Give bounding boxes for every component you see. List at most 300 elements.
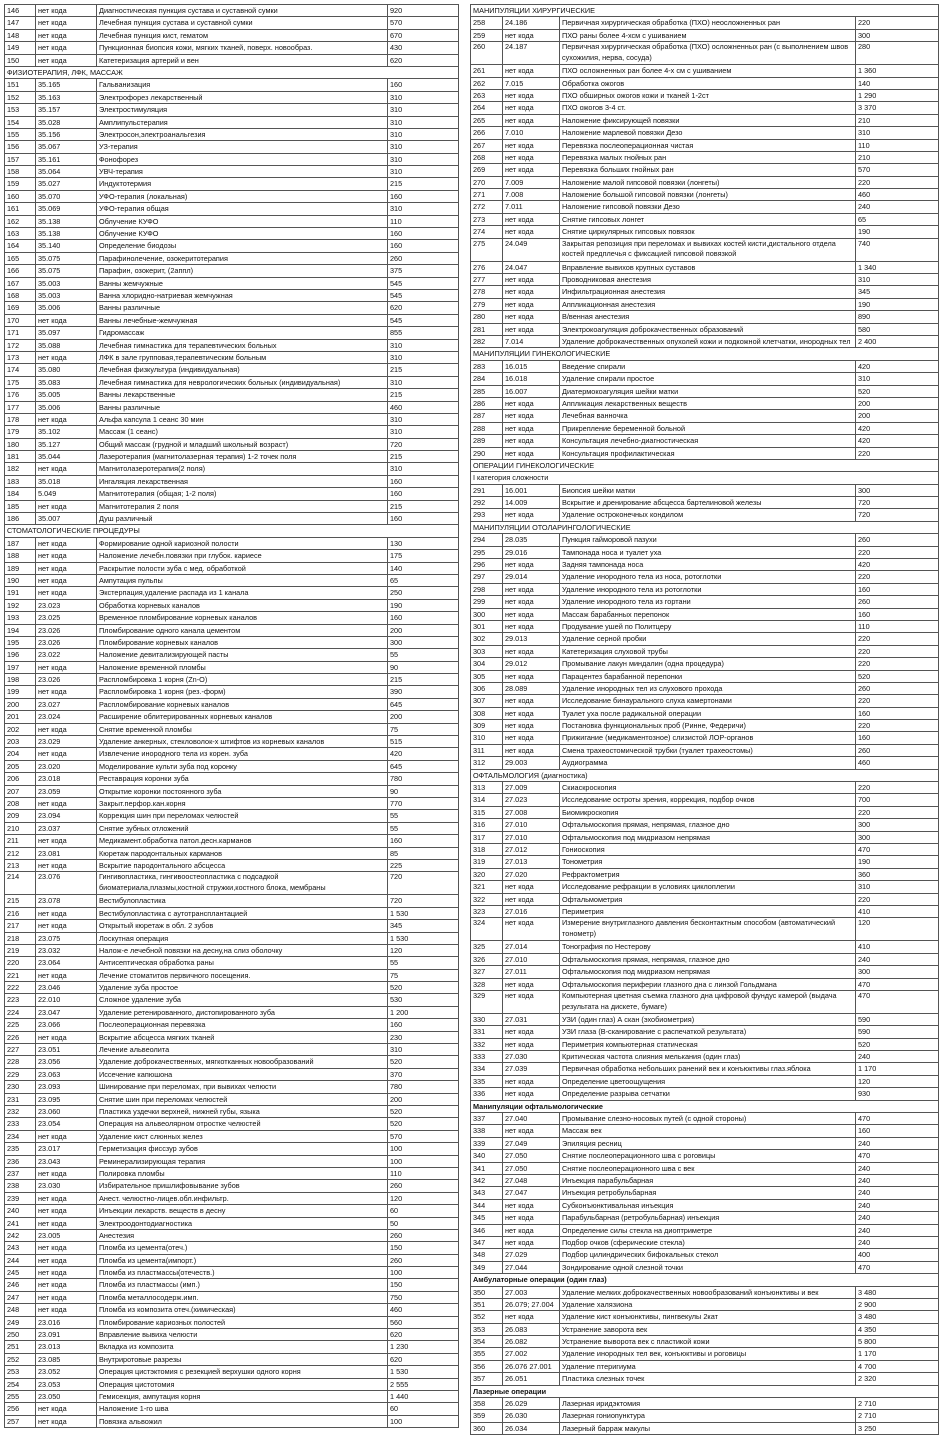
table-row	[4, 1267, 459, 1279]
table-row	[4, 563, 459, 575]
service-name: Подбор цилиндрических бифокальных стекол	[560, 1249, 856, 1260]
row-number: 208	[5, 798, 36, 809]
row-number: 266	[471, 127, 503, 138]
service-name: Парацентез барабанной перепонки	[560, 671, 856, 682]
service-name: Удаление анкерных, стекловолок-х штифтов из корневых каналов	[97, 736, 388, 747]
table-row	[470, 239, 939, 262]
service-price: 240	[858, 1237, 871, 1247]
service-price: 1 360	[858, 66, 877, 76]
row-number: 170	[5, 315, 36, 326]
service-price: 1 530	[390, 908, 409, 918]
service-code: 23.095	[36, 1094, 97, 1105]
service-code: нет кода	[503, 30, 560, 41]
service-name: Ванны лекарственные	[97, 389, 388, 400]
table-row	[470, 1225, 939, 1237]
service-price: 240	[858, 202, 871, 212]
service-name: Тонометрия	[560, 856, 856, 867]
service-price: 160	[390, 476, 403, 486]
service-code: нет кода	[503, 1076, 560, 1087]
table-row	[4, 920, 459, 932]
service-price: 200	[390, 625, 403, 635]
row-number: 192	[5, 600, 36, 611]
service-name: Амплипульстерапия	[97, 117, 388, 128]
service-code: 27.020	[503, 869, 560, 880]
row-number: 326	[471, 954, 503, 965]
table-row	[470, 497, 939, 509]
service-price: 520	[390, 983, 403, 993]
service-code: нет кода	[503, 1225, 560, 1236]
service-name: Электростимуляция	[97, 104, 388, 115]
service-price: 2 710	[858, 1399, 877, 1409]
section-title: ОФТАЛЬМОЛОГИЯ (диагностика)	[473, 770, 588, 780]
service-price: 720	[858, 498, 871, 508]
table-row	[470, 1076, 939, 1088]
service-name: Наложение 1-го шва	[97, 1403, 388, 1414]
row-number: 251	[5, 1341, 36, 1352]
row-number: 288	[471, 423, 503, 434]
service-price: 400	[858, 1250, 871, 1260]
row-number: 359	[471, 1410, 503, 1421]
table-row	[4, 191, 459, 203]
table-row	[470, 941, 939, 953]
service-price: 520	[390, 1057, 403, 1067]
service-price: 515	[390, 737, 403, 747]
service-price: 260	[858, 745, 871, 755]
service-name: Облучение КУФО	[97, 228, 388, 239]
service-price: 1 170	[858, 1064, 877, 1074]
service-code: 24.049	[503, 239, 560, 261]
row-number: 297	[471, 571, 503, 582]
service-name: Удаление птеригиума	[560, 1361, 856, 1372]
service-price: 300	[858, 485, 871, 495]
table-row	[4, 1354, 459, 1366]
service-price: 120	[390, 1193, 403, 1203]
service-name: Зондирование одной слезной точки	[560, 1262, 856, 1273]
service-code: нет кода	[503, 1088, 560, 1099]
row-number: 226	[5, 1032, 36, 1043]
service-code: 27.050	[503, 1150, 560, 1161]
row-number: 348	[471, 1249, 503, 1260]
row-number: 277	[471, 274, 503, 285]
service-name: Офтальмоскопия прямая, непрямая, глазное дно	[560, 954, 856, 965]
service-name: Вскрытие и дренирование абсцесса бартелиновой железы	[560, 497, 856, 508]
row-number: 340	[471, 1150, 503, 1161]
row-number: 339	[471, 1138, 503, 1149]
row-number: 241	[5, 1218, 36, 1229]
service-code: нет кода	[503, 1311, 560, 1322]
service-code: нет кода	[503, 621, 560, 632]
table-row	[470, 1348, 939, 1360]
service-name: Электросон,электроанальгезия	[97, 129, 388, 140]
service-code: 35.157	[36, 104, 97, 115]
table-row	[4, 389, 459, 401]
row-number: 240	[5, 1205, 36, 1216]
service-price: 220	[858, 547, 871, 557]
service-name: Наложение временной пломбы	[97, 662, 388, 673]
service-name: Консультация профилактическая	[560, 448, 856, 459]
table-row	[470, 708, 939, 720]
service-name: Облучение КУФО	[97, 216, 388, 227]
service-name: Пломбирование корневых каналов	[97, 637, 388, 648]
service-price: 310	[390, 129, 403, 139]
service-price: 645	[390, 761, 403, 771]
row-number: 248	[5, 1304, 36, 1315]
table-row	[4, 104, 459, 116]
row-number: 261	[471, 65, 503, 76]
section-title: Амбулаторные операции (один глаз)	[473, 1275, 607, 1285]
service-code: 35.075	[36, 253, 97, 264]
service-price: 310	[858, 128, 871, 138]
row-number: 355	[471, 1348, 503, 1359]
table-row	[4, 1131, 459, 1143]
table-row	[470, 509, 939, 521]
service-code: нет кода	[36, 42, 97, 53]
service-name: Общий массаж (грудной и младший школьный возраст)	[97, 439, 388, 450]
table-row	[470, 646, 939, 658]
service-code: 27.012	[503, 844, 560, 855]
service-price: 300	[858, 967, 871, 977]
service-code: нет кода	[503, 214, 560, 225]
row-number: 305	[471, 671, 503, 682]
service-code: нет кода	[36, 538, 97, 549]
service-price: 620	[390, 303, 403, 313]
table-row	[4, 1143, 459, 1155]
table-row	[470, 1138, 939, 1150]
service-price: 220	[858, 894, 871, 904]
service-price: 570	[858, 165, 871, 175]
row-number: 186	[5, 513, 36, 524]
service-price: 260	[858, 535, 871, 545]
service-name: Пломба из пластмассы (имп.)	[97, 1279, 388, 1290]
service-code: 27.008	[503, 807, 560, 818]
table-row	[4, 1044, 459, 1056]
service-code: нет кода	[36, 1032, 97, 1043]
service-name: Снятие шин при переломах челюстей	[97, 1094, 388, 1105]
service-name: Временное пломбирование корневых каналов	[97, 612, 388, 623]
table-row	[470, 1262, 939, 1274]
row-number: 218	[5, 933, 36, 944]
service-price: 570	[390, 18, 403, 28]
service-price: 150	[390, 1243, 403, 1253]
table-row	[470, 1039, 939, 1051]
service-name: ПХО осложненных ран более 4-х см с ушиванием	[560, 65, 856, 76]
service-code: 27.003	[503, 1287, 560, 1298]
table-row	[470, 559, 939, 571]
table-row	[470, 299, 939, 311]
service-code: 7.011	[503, 201, 560, 212]
row-number: 160	[5, 191, 36, 202]
service-name: Пункционная биопсия кожи, мягких тканей, поверх. новообраз.	[97, 42, 388, 53]
service-price: 1 530	[390, 933, 409, 943]
service-price: 520	[390, 1106, 403, 1116]
service-code: нет кода	[503, 65, 560, 76]
table-row	[4, 501, 459, 513]
service-price: 890	[858, 312, 871, 322]
service-code: 27.044	[503, 1262, 560, 1273]
service-name: Распломбировка 1 корня (Zn-O)	[97, 674, 388, 685]
service-name: Налож-е лечебной повязки на десну,на слиз оболочку	[97, 945, 388, 956]
service-price: 420	[858, 423, 871, 433]
row-number: 193	[5, 612, 36, 623]
service-code: нет кода	[503, 102, 560, 113]
service-price: 3 250	[858, 1423, 877, 1433]
service-price: 310	[390, 154, 403, 164]
service-price: 750	[390, 1292, 403, 1302]
row-number: 256	[5, 1403, 36, 1414]
service-name: УФО-терапия (локальная)	[97, 191, 388, 202]
service-price: 420	[858, 436, 871, 446]
row-number: 246	[5, 1279, 36, 1290]
service-code: 24.047	[503, 262, 560, 273]
service-price: 160	[858, 708, 871, 718]
row-number: 269	[471, 164, 503, 175]
table-row	[470, 881, 939, 893]
table-row	[4, 451, 459, 463]
table-row	[4, 1242, 459, 1254]
price-table-right	[470, 4, 939, 1435]
service-price: 930	[858, 1089, 871, 1099]
service-name: Снятие гипсовых лонгет	[560, 214, 856, 225]
service-code: 23.005	[36, 1230, 97, 1241]
service-code: 26.082	[503, 1336, 560, 1347]
service-name: Прижигание (медикаментозное) слизистой ЛОР-органов	[560, 732, 856, 743]
table-row	[470, 966, 939, 978]
service-code: 7.014	[503, 336, 560, 347]
service-name: Продувание ушей по Политцеру	[560, 621, 856, 632]
row-number: 219	[5, 945, 36, 956]
service-price: 470	[858, 1114, 871, 1124]
service-code: 27.009	[503, 782, 560, 793]
table-row	[4, 823, 459, 835]
table-row	[4, 278, 459, 290]
row-number: 303	[471, 646, 503, 657]
service-name: Массаж барабанных перепонок	[560, 609, 856, 620]
service-price: 345	[858, 287, 871, 297]
service-price: 210	[858, 115, 871, 125]
service-name: Открытый кюретаж в обл. 2 зубов	[97, 920, 388, 931]
table-row	[4, 711, 459, 723]
service-name: Пластика уздечки верхней, нижней губы, языка	[97, 1106, 388, 1117]
service-code: 26.034	[503, 1423, 560, 1434]
table-row	[470, 42, 939, 65]
row-number: 292	[471, 497, 503, 508]
table-row	[470, 127, 939, 139]
row-number: 296	[471, 559, 503, 570]
service-name: Смена трахеостомической трубки (туалет трахеостомы)	[560, 745, 856, 756]
service-code: нет кода	[36, 315, 97, 326]
service-code: 23.026	[36, 625, 97, 636]
table-row	[470, 683, 939, 695]
table-row	[4, 1193, 459, 1205]
service-code: нет кода	[503, 1039, 560, 1050]
service-name: Критическая частота слияния мелькания (один глаз)	[560, 1051, 856, 1062]
service-price: 55	[390, 958, 399, 968]
table-row	[4, 699, 459, 711]
service-price: 1 340	[858, 262, 877, 272]
row-number: 190	[5, 575, 36, 586]
row-number: 230	[5, 1081, 36, 1092]
table-row	[470, 1014, 939, 1026]
row-number: 223	[5, 994, 36, 1005]
service-name: Парафинолечение, озокеритотерапия	[97, 253, 388, 264]
service-code: нет кода	[503, 596, 560, 607]
table-row	[4, 686, 459, 698]
service-name: Определение цветоощущения	[560, 1076, 856, 1087]
service-code: 35.161	[36, 154, 97, 165]
row-number: 335	[471, 1076, 503, 1087]
row-number: 185	[5, 501, 36, 512]
service-name: Формирование одной кариозной полости	[97, 538, 388, 549]
table-row	[4, 538, 459, 550]
service-code: 27.047	[503, 1187, 560, 1198]
service-code: 27.010	[503, 954, 560, 965]
table-row	[4, 625, 459, 637]
row-number: 344	[471, 1200, 503, 1211]
row-number: 249	[5, 1317, 36, 1328]
service-name: Исследование остроты зрения, коррекция, подбор очков	[560, 794, 856, 805]
service-price: 420	[858, 361, 871, 371]
service-price: 215	[390, 390, 403, 400]
service-code: 23.094	[36, 810, 97, 821]
service-name: Измерение внутриглазного давления бесконтактным способом (автоматический тонометр)	[560, 918, 856, 940]
table-row	[470, 373, 939, 385]
service-code: нет кода	[503, 584, 560, 595]
service-name: Инъекции лекарств. веществ в десну	[97, 1205, 388, 1216]
table-row	[470, 844, 939, 856]
service-price: 160	[390, 489, 403, 499]
service-price: 160	[390, 241, 403, 251]
table-row	[4, 327, 459, 339]
service-code: 35.006	[36, 302, 97, 313]
row-number: 183	[5, 476, 36, 487]
table-row	[4, 575, 459, 587]
row-number: 284	[471, 373, 503, 384]
service-name: В/венная анестезия	[560, 311, 856, 322]
row-number: 281	[471, 324, 503, 335]
row-number: 306	[471, 683, 503, 694]
service-price: 560	[390, 1317, 403, 1327]
service-name: ПХО обширных ожогов кожи и тканей 1-2ст	[560, 90, 856, 101]
service-code: нет кода	[36, 1292, 97, 1303]
service-price: 2 710	[858, 1411, 877, 1421]
service-price: 580	[858, 324, 871, 334]
row-number: 181	[5, 451, 36, 462]
service-name: Консультация лечебно-диагностическая	[560, 435, 856, 446]
service-code: 14.009	[503, 497, 560, 508]
row-number: 314	[471, 794, 503, 805]
service-name: Внутриротовые разрезы	[97, 1354, 388, 1365]
service-price: 225	[390, 860, 403, 870]
service-name: Определение разрыва сетчатки	[560, 1088, 856, 1099]
service-code: 23.029	[36, 736, 97, 747]
service-price: 370	[390, 1069, 403, 1079]
row-number: 194	[5, 625, 36, 636]
table-row	[4, 1317, 459, 1329]
service-code: 23.022	[36, 649, 97, 660]
service-price: 645	[390, 699, 403, 709]
service-code: нет кода	[503, 881, 560, 892]
service-name: Биомикроскопия	[560, 807, 856, 818]
service-name: Пломба из цемента(отеч.)	[97, 1242, 388, 1253]
service-name: Фонофорез	[97, 154, 388, 165]
table-row	[4, 786, 459, 798]
row-number: 227	[5, 1044, 36, 1055]
row-number: 198	[5, 674, 36, 685]
table-row	[470, 485, 939, 497]
table-row	[4, 1094, 459, 1106]
service-name: Снятие циркулярных гипсовых повязок	[560, 226, 856, 237]
service-price: 220	[858, 634, 871, 644]
service-name: Магнитотерапия (общая; 1-2 поля)	[97, 488, 388, 499]
service-code: нет кода	[503, 671, 560, 682]
service-name: Вкладка из композита	[97, 1341, 388, 1352]
service-code: 27.040	[503, 1113, 560, 1124]
row-number: 320	[471, 869, 503, 880]
service-code: 23.085	[36, 1354, 97, 1365]
service-name: Определение биодозы	[97, 240, 388, 251]
service-price: 215	[390, 501, 403, 511]
service-name: Тампонада носа и туалет уха	[560, 547, 856, 558]
service-name: Пластика слезных точек	[560, 1373, 856, 1384]
table-row	[4, 265, 459, 277]
table-row	[470, 894, 939, 906]
service-price: 175	[390, 551, 403, 561]
service-code: 35.027	[36, 178, 97, 189]
section-header	[470, 460, 939, 472]
service-code: нет кода	[36, 1255, 97, 1266]
service-code: 23.026	[36, 674, 97, 685]
table-row	[4, 587, 459, 599]
service-price: 1 530	[390, 1367, 409, 1377]
service-code: 26.076 27.001	[503, 1361, 560, 1372]
service-price: 410	[858, 906, 871, 916]
row-number: 352	[471, 1311, 503, 1322]
service-name: Магнитолазеротерапия(2 поля)	[97, 463, 388, 474]
service-price: 110	[858, 140, 870, 150]
row-number: 255	[5, 1391, 36, 1402]
row-number: 253	[5, 1366, 36, 1377]
service-price: 460	[858, 190, 871, 200]
row-number: 286	[471, 398, 503, 409]
service-price: 720	[858, 510, 871, 520]
row-number: 258	[471, 17, 503, 28]
service-price: 310	[858, 374, 871, 384]
service-name: Диагностическая пункция сустава и суставной сумки	[97, 5, 388, 16]
service-name: Вправление вывихов крупных суставов	[560, 262, 856, 273]
service-code: нет кода	[36, 1242, 97, 1253]
service-price: 310	[390, 377, 403, 387]
service-price: 520	[390, 1119, 403, 1129]
row-number: 232	[5, 1106, 36, 1117]
service-code: нет кода	[503, 1237, 560, 1248]
table-row	[4, 1329, 459, 1341]
service-price: 520	[858, 671, 871, 681]
service-name: Распломбировка 1 корня (рез.-форм)	[97, 686, 388, 697]
row-number: 169	[5, 302, 36, 313]
row-number: 333	[471, 1051, 503, 1062]
service-code: нет кода	[36, 30, 97, 41]
service-name: Реминерализирующая терапия	[97, 1156, 388, 1167]
section-title: Манипуляции офтальмологические	[473, 1101, 603, 1111]
row-number: 262	[471, 78, 503, 89]
service-name: Гингивопластика, гингивоостеопластика с подсадкой биоматериала,плазмы,костной стружки,костного блока, мембраны	[97, 872, 388, 894]
row-number: 220	[5, 957, 36, 968]
service-price: 310	[390, 352, 403, 362]
row-number: 347	[471, 1237, 503, 1248]
service-price: 260	[390, 1255, 403, 1265]
service-name: Повязка альвожил	[97, 1416, 388, 1427]
row-number: 154	[5, 117, 36, 128]
